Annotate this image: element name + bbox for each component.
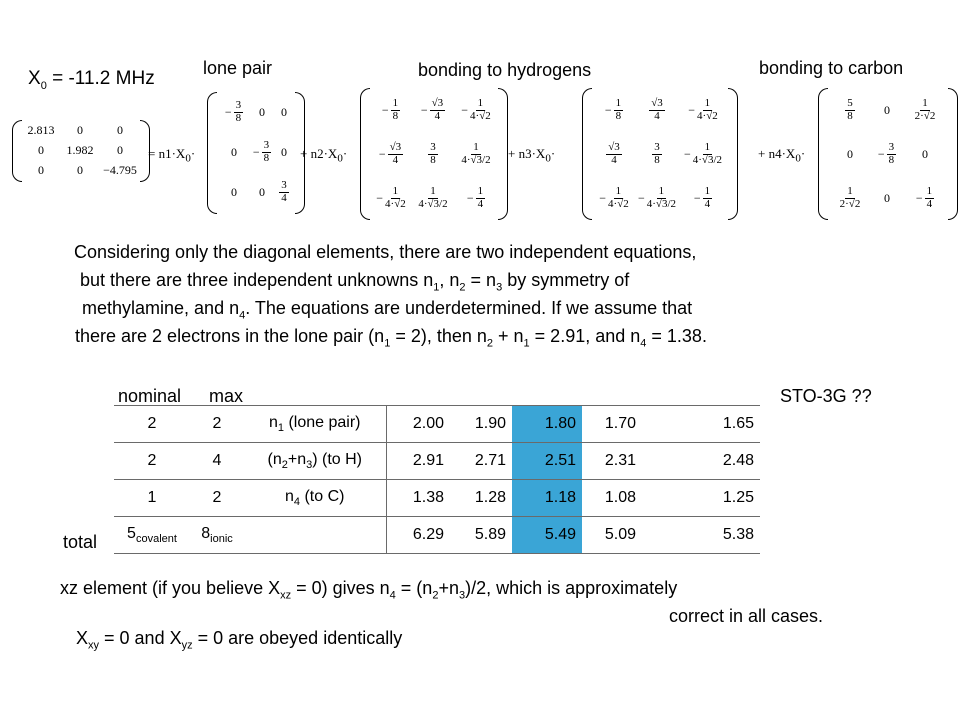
total-value-cell: 6.29 — [386, 517, 450, 554]
sto-header: STO-3G ?? — [780, 386, 872, 406]
total-value-cell: 5.49 — [512, 517, 582, 554]
paragraph-line-3: methylamine, and $n_4$. The equations are underdetermined. If we assume that — [82, 298, 693, 322]
table-row — [114, 406, 760, 443]
paragraph-line-4: there are 2 electrons in the lone pair $(n_1 = 2)$, then $n_2 + n_1 = 2.91$, and $n_4 = 1.38$. — [75, 326, 707, 350]
row-label-sub2: 3 — [306, 459, 313, 472]
carbon-matrix: $\frac{5}{8}$ 0 $\frac{1}{2\cdot√2}$ 0 − $\frac{3}{8}$ 0 $\frac{1}{2\cdot√2}$ 0 − $\frac{1}{4}$ — [818, 88, 958, 220]
row-label-sub: 2 — [281, 459, 288, 472]
row-label-b: (to C) — [300, 487, 345, 505]
lone-pair-matrix: − $\frac{3}{8}$ 0 0 0 − $\frac{3}{8}$ 0 0 0 $\frac{3}{4}$ — [207, 92, 305, 214]
total-value-cell: 5.38 — [686, 517, 760, 554]
lhs-cell: 0 — [38, 142, 44, 157]
lhs-cell: 2.813 — [27, 122, 55, 137]
electron-table — [114, 405, 760, 554]
max-cell: 2 — [190, 406, 244, 443]
max-cell: 4 — [190, 443, 244, 480]
hydrogens-header: bonding to hydrogens — [418, 60, 592, 80]
value-cell: 2.00 — [386, 406, 450, 443]
value-cell: 1.25 — [686, 480, 760, 517]
plus-n3: + $n3\cdot X_0\cdot$ — [508, 146, 556, 165]
row-label-b: (lone pair) — [284, 413, 361, 431]
lone-pair-header: lone pair — [203, 58, 273, 78]
row-label-a: n — [268, 413, 278, 431]
lhs-cell: −4.795 — [103, 162, 137, 177]
lhs-cell: 0 — [38, 162, 44, 177]
plus-n2: + $n2\cdot X_0\cdot$ — [300, 146, 348, 165]
total-nominal-sub: covalent — [135, 533, 177, 546]
total-nominal-cell — [114, 517, 190, 554]
value-cell: 2.91 — [386, 443, 450, 480]
total-max: 8 — [201, 524, 211, 542]
value-cell: 2.51 — [512, 443, 582, 480]
lhs-cell: 0 — [117, 142, 123, 157]
value-cell: 1.38 — [386, 480, 450, 517]
total-max-sub: ionic — [210, 533, 233, 546]
table-row — [114, 443, 760, 480]
value-cell: 1.90 — [450, 406, 512, 443]
value-cell — [642, 406, 686, 443]
nominal-cell: 2 — [114, 406, 190, 443]
lhs-cell: 0 — [77, 122, 83, 137]
xz-note-line-2: correct in all cases. — [669, 606, 824, 626]
carbon-header: bonding to carbon — [759, 58, 904, 78]
chi-label: $X_0 = -11.2$ MHz — [28, 68, 155, 92]
row-label-a: (n — [267, 450, 282, 468]
row-label-sub: 1 — [277, 422, 285, 435]
nominal-cell: 2 — [114, 443, 190, 480]
value-cell — [642, 443, 686, 480]
row-label-b: +n — [287, 450, 307, 468]
value-cell: 1.28 — [450, 480, 512, 517]
max-cell: 2 — [190, 480, 244, 517]
plus-n4: + $n4\cdot X_0\cdot$ — [758, 146, 806, 165]
value-cell: 2.31 — [582, 443, 642, 480]
total-value-cell: 5.09 — [582, 517, 642, 554]
table-row — [114, 480, 760, 517]
hydrogen-matrix-1: − $\frac{1}{8}$ − $\frac{√3}{4}$ − $\frac{1}{4\cdot√2}$ − $\frac{√3}{4}$ $\frac{3}{8}$ $\frac{1}{4\cdot√3/2}$ − $\frac{1}{4\cdot√2}$ $\frac{1}{4\cdot√3/2}$ − $\frac{1}{4}$ — [360, 88, 508, 220]
total-nominal: 5 — [127, 524, 136, 542]
eq-n1: = $n1\cdot X_0\cdot$ — [148, 146, 196, 165]
nominal-cell: 1 — [114, 480, 190, 517]
lhs-cell: 1.982 — [66, 142, 94, 157]
total-label-cell — [244, 517, 386, 554]
row-label-a: n — [285, 487, 294, 505]
row-label-sub: 4 — [293, 496, 301, 509]
total-max-cell — [190, 517, 244, 554]
value-cell — [642, 480, 686, 517]
row-label — [244, 406, 386, 443]
value-cell: 1.18 — [512, 480, 582, 517]
nominal-header: nominal — [118, 386, 182, 406]
row-label-c: ) (to H) — [312, 450, 362, 468]
total-label: total — [63, 532, 98, 552]
value-cell: 1.70 — [582, 406, 642, 443]
value-cell: 1.65 — [686, 406, 760, 443]
value-cell: 1.80 — [512, 406, 582, 443]
xz-note: xz element (if you believe $X_{xz} = 0$) gives $n_4 = (n_2+n_3)/2$, which is approximately — [60, 578, 678, 602]
hydrogen-matrix-2: − $\frac{1}{8}$ $\frac{√3}{4}$ − $\frac{1}{4\cdot√2}$ $\frac{√3}{4}$ $\frac{3}{8}$ − $\frac{1}{4\cdot√3/2}$ − $\frac{1}{4\cdot√2}$ − $\frac{1}{4\cdot√3/2}$ − $\frac{1}{4}$ — [582, 88, 738, 220]
row-label — [244, 480, 386, 517]
paragraph-line-2: but there are three independent unknowns $n_1$, $n_2 = n_3$ by symmetry of — [80, 270, 630, 294]
total-value-cell — [642, 517, 686, 554]
lhs-cell: 0 — [117, 122, 123, 137]
total-value-cell: 5.89 — [450, 517, 512, 554]
paragraph-line-1: Considering only the diagonal elements, there are two independent equations, — [74, 242, 697, 262]
value-cell: 1.08 — [582, 480, 642, 517]
xy-yz-note: $X_{xy} = 0$ and $X_{yz} = 0$ are obeyed identically — [76, 628, 403, 652]
max-header: max — [209, 386, 244, 406]
total-row — [114, 517, 760, 554]
lhs-cell: 0 — [77, 162, 83, 177]
row-label — [244, 443, 386, 480]
value-cell: 2.48 — [686, 443, 760, 480]
value-cell: 2.71 — [450, 443, 512, 480]
lhs-matrix — [12, 120, 150, 182]
